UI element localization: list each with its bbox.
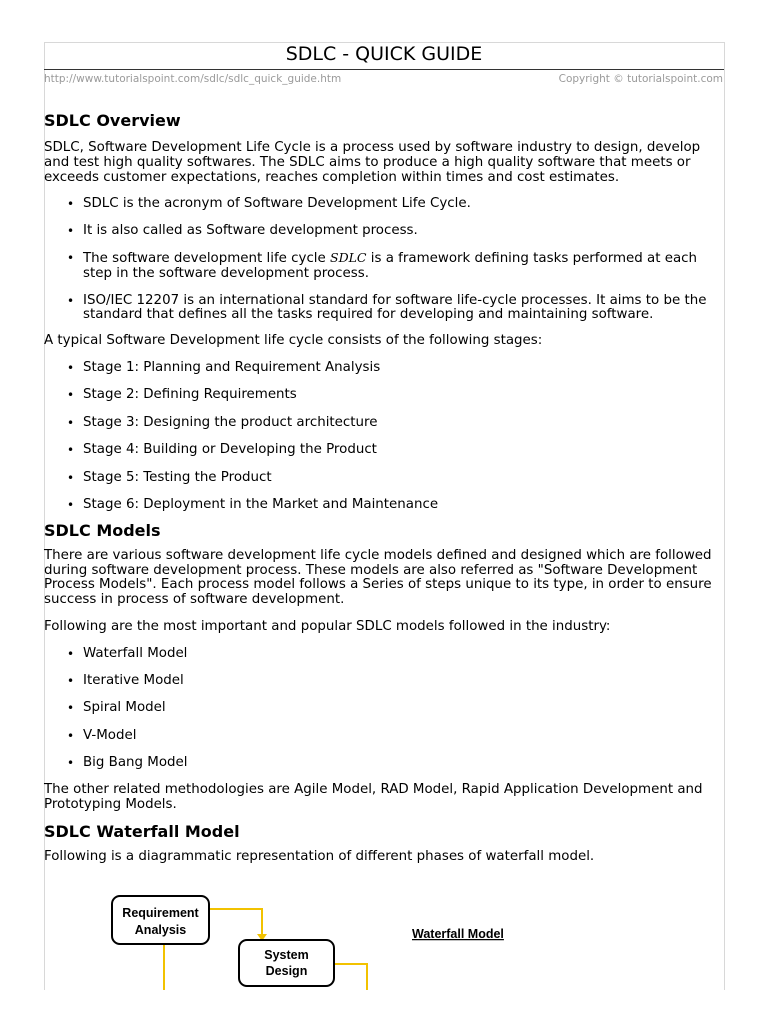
list-item: • Waterfall Model <box>44 647 724 662</box>
connector-arrow-2 <box>334 964 367 990</box>
list-item: • SDLC is the acronym of Software Development Life Cycle. <box>44 197 724 212</box>
list-item: • Spiral Model <box>44 701 724 716</box>
list-item: • Stage 3: Designing the product architecture <box>44 416 724 431</box>
list-item: • It is also called as Software development process. <box>44 224 724 239</box>
stages-list <box>44 361 724 513</box>
list-item: • Stage 1: Planning and Requirement Analysis <box>44 361 724 376</box>
title-divider <box>44 69 724 70</box>
waterfall-diagram-caption: Waterfall Model <box>412 927 504 941</box>
waterfall-diagram-svg <box>44 890 724 990</box>
models-outro: The other related methodologies are Agile Model, RAD Model, Rapid Application Development and Prototyping Models. <box>44 782 703 812</box>
section-heading-waterfall: SDLC Waterfall Model <box>44 821 240 841</box>
sdlc-italic-term: SDLC <box>330 249 367 265</box>
system-design-label-line2: Design <box>265 964 308 978</box>
page-title: SDLC - QUICK GUIDE <box>285 43 483 65</box>
source-url[interactable]: http://www.tutorialspoint.com/sdlc/sdlc_quick_guide.htm <box>44 73 342 85</box>
requirement-analysis-label-line2: Analysis <box>134 923 187 937</box>
list-item: • Stage 5: Testing the Product <box>44 471 724 486</box>
list-item: • Big Bang Model <box>44 756 724 771</box>
copyright-notice: Copyright © tutorialspoint.com <box>558 73 723 85</box>
models-list <box>44 647 724 771</box>
framework-text-before: The software development life cycle <box>83 250 331 266</box>
requirement-analysis-label-line1: Requirement <box>122 906 199 920</box>
list-item: • Stage 4: Building or Developing the Product <box>44 443 724 458</box>
list-item: • ISO/IEC 12207 is an international standard for software life-cycle processes. It aims to be the standard that defines all the tasks required for developing and maintaining software. <box>44 294 724 324</box>
list-item: • V-Model <box>44 729 724 744</box>
overview-bullet-list <box>44 197 724 323</box>
models-intro: There are various software development life cycle models defined and designed which are followed during software development process. These models are also referred as "Software Development Process Models". Each process model follows a Series of steps unique to its type, in order to ensure success in process of software development. <box>44 547 712 608</box>
system-design-label-line1: System <box>264 948 309 962</box>
list-item: • Stage 6: Deployment in the Market and Maintenance <box>44 498 724 513</box>
list-item: • Iterative Model <box>44 674 724 689</box>
waterfall-intro: Following is a diagrammatic representation of different phases of waterfall model. <box>44 848 595 864</box>
section-heading-models: SDLC Models <box>44 520 161 540</box>
list-item: • Stage 2: Defining Requirements <box>44 388 724 403</box>
connector-arrow-1 <box>209 909 262 935</box>
framework-text-after: is a framework defining tasks performed at each step in the software development process. <box>83 250 698 281</box>
section-heading-overview: SDLC Overview <box>44 111 181 130</box>
article-body <box>44 110 724 864</box>
system-design-box <box>239 940 334 986</box>
list-item <box>44 251 724 282</box>
stages-intro: A typical Software Development life cycle consists of the following stages: <box>44 333 543 349</box>
models-list-intro: Following are the most important and popular SDLC models followed in the industry: <box>44 618 611 634</box>
overview-intro: SDLC, Software Development Life Cycle is a process used by software industry to design, develop and test high quality softwares. The SDLC aims to produce a high quality software that meets or exceeds customer expectations, reaches completion within times and cost estimates. <box>44 140 701 185</box>
waterfall-diagram <box>44 890 724 990</box>
